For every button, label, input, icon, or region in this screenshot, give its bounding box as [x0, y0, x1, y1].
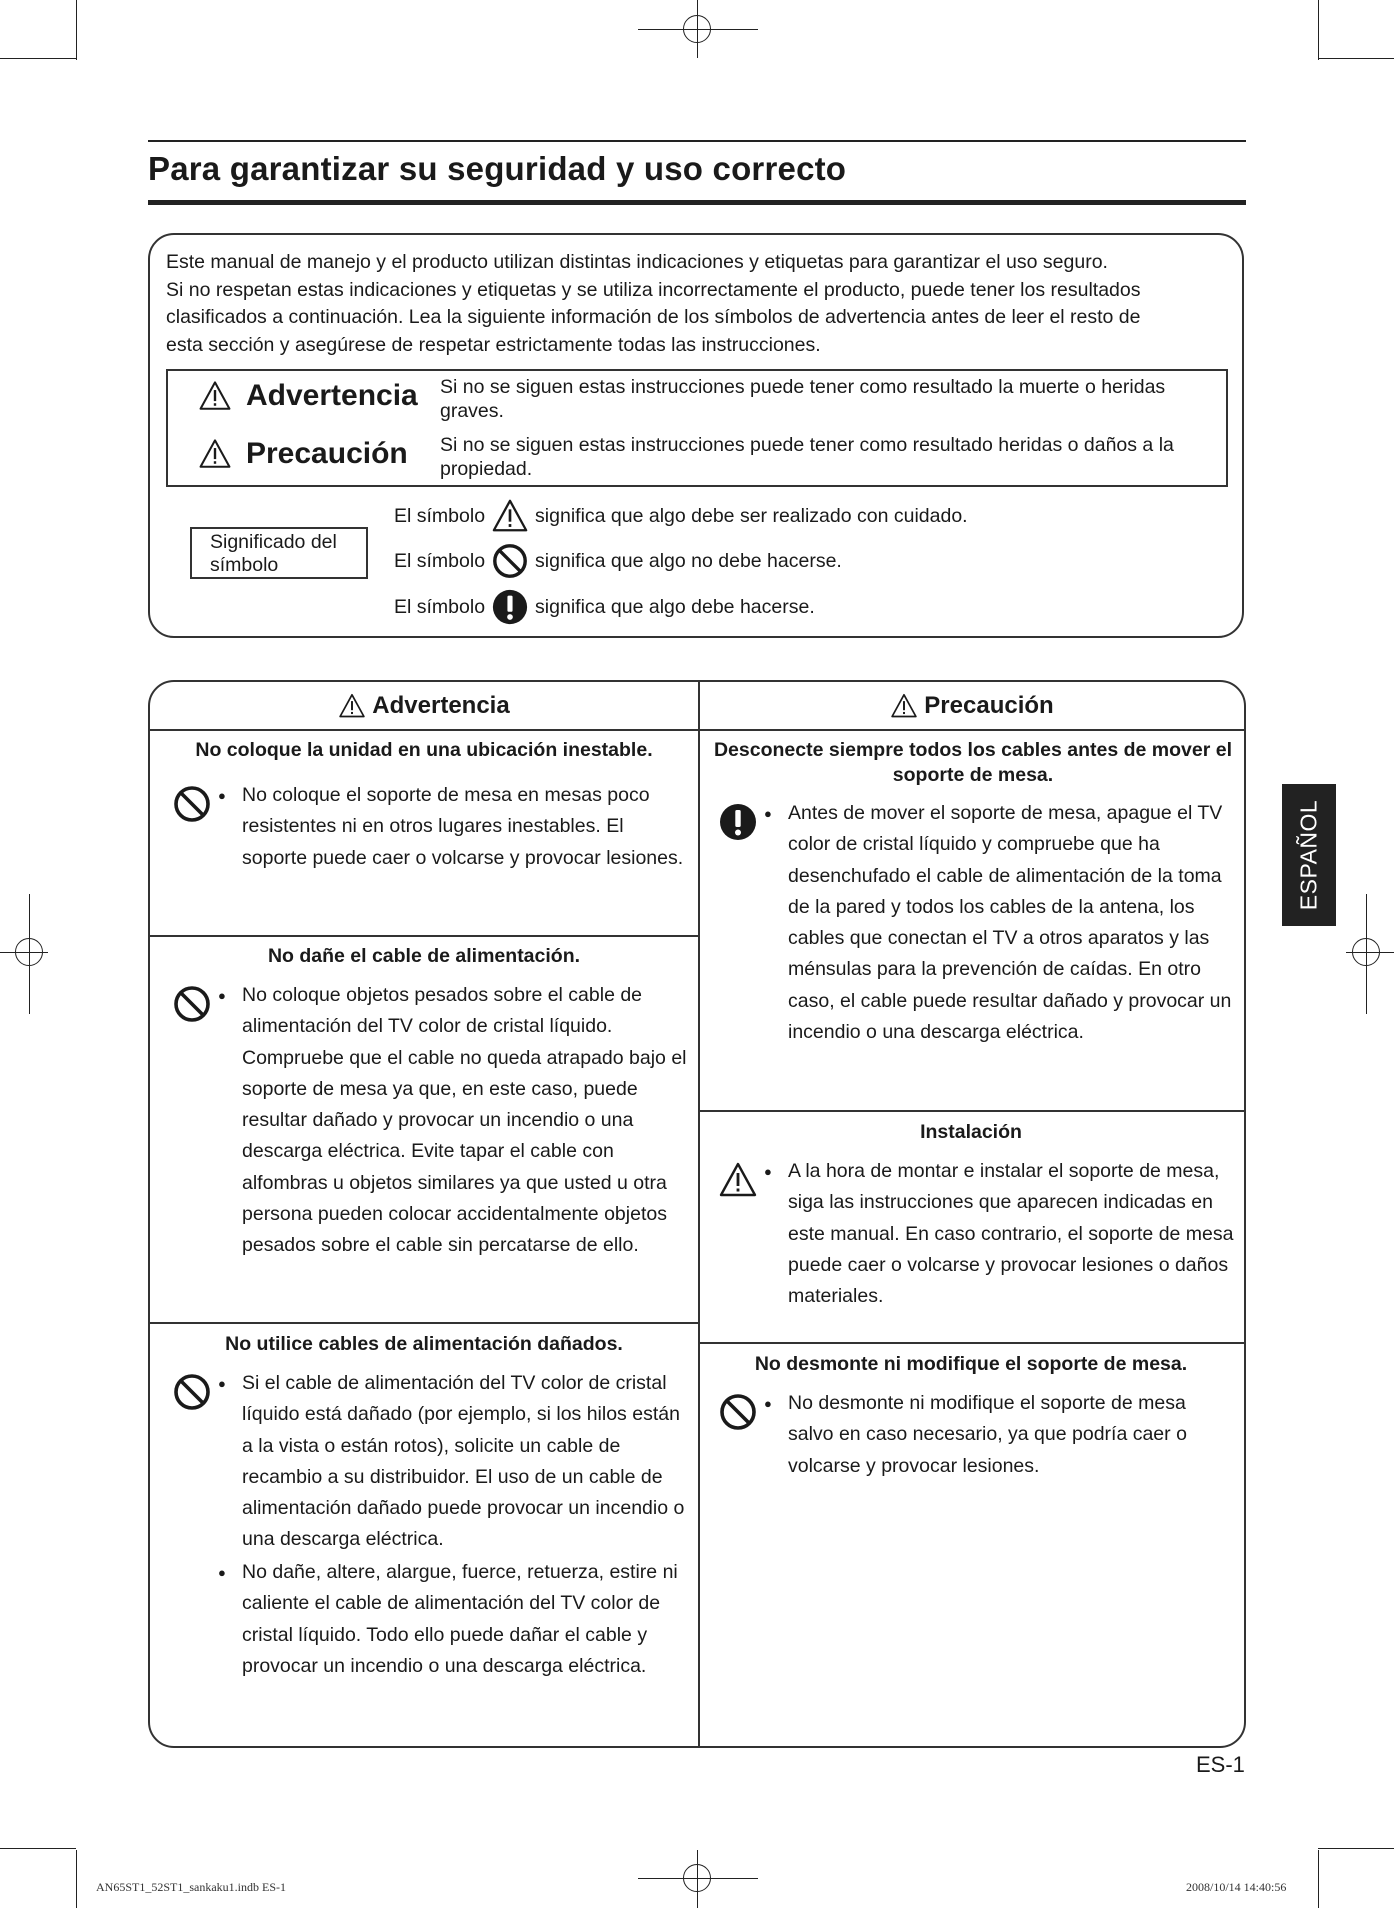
- section-title: No utilice cables de alimentación dañados.: [225, 1333, 623, 1355]
- language-tab-label: ESPAÑOL: [1295, 799, 1322, 911]
- legend-caution-label: Precaución: [246, 437, 408, 470]
- legend-caution-desc: Si no se siguen estas instrucciones puede tener como resultado heridas o daños a la propiedad.: [440, 434, 1174, 480]
- list-item: ● No desmonte ni modifique el soporte de mesa salvo en caso necesario, ya que podría caer o volcarse y provocar lesiones.: [764, 1388, 1234, 1482]
- section-divider: [698, 1342, 1244, 1344]
- legend-warning: [198, 379, 418, 413]
- symbol-row: [394, 542, 842, 580]
- prohibition-icon: [172, 1372, 212, 1412]
- symbol-prefix: El símbolo: [394, 504, 486, 527]
- intro-line: Este manual de manejo y el producto utilizan distintas indicaciones y etiquetas para garantizar el uso seguro.: [166, 251, 1108, 273]
- list-item: ● No coloque objetos pesados sobre el cable de alimentación del TV color de cristal líquido. Compruebe que el cable no queda atrapado bajo el soporte de mesa ya que, en este caso, puede resultar dañado y provocar un incendio o una descarga eléctrica. Evite tapar el cable con alfombras u objetos similares ya que usted u otra persona pueden colocar accidentalmente objetos pesados sobre el cable sin percatarse de ello.: [218, 980, 694, 1262]
- symbol-prefix: El símbolo: [394, 549, 486, 572]
- caution-triangle-icon: [198, 379, 232, 413]
- footer-timestamp: 2008/10/14 14:40:56: [1186, 1880, 1287, 1894]
- list-item: ● No dañe, altere, alargue, fuerce, retuerza, estire ni caliente el cable de alimentación del TV color de cristal líquido. Todo ello puede dañar el cable y provocar un incendio o una descarga eléctrica.: [218, 1557, 688, 1682]
- header-divider: [150, 729, 1244, 731]
- section-title: Instalación: [920, 1121, 1022, 1143]
- caution-triangle-icon: [198, 437, 232, 471]
- section-title: No desmonte ni modifique el soporte de mesa.: [754, 1353, 1188, 1375]
- page-title-text: Para garantizar su seguridad y uso correcto: [148, 150, 847, 187]
- prohibition-icon: [172, 984, 212, 1024]
- caution-triangle-icon: [890, 692, 918, 720]
- section-title: No coloque la unidad en una ubicación inestable.: [195, 739, 653, 761]
- column-header-caution: [698, 688, 1246, 724]
- prohibition-icon: [172, 784, 212, 824]
- column-divider: [698, 682, 700, 1746]
- language-tab: [1282, 784, 1336, 926]
- intro-text: [166, 249, 1226, 359]
- severity-legend: [166, 369, 1228, 487]
- list-item: ● Si el cable de alimentación del TV color de cristal líquido está dañado (por ejemplo, si los hilos están a la vista o están rotos), solicite un cable de recambio a su distribuidor. El uso de un cable de alimentación dañado puede provocar un incendio o una descarga eléctrica.: [218, 1368, 688, 1556]
- list-item: ● Antes de mover el soporte de mesa, apague el TV color de cristal líquido y compruebe que ha desenchufado el cable de alimentación de la toma de la pared y todos los cables de la antena, los cables que conectan el TV a otros aparatos y las ménsulas para la prevención de caídas. En otro caso, el cable puede resultar dañado y provocar un incendio o una descarga eléctrica.: [764, 798, 1234, 1048]
- symbol-prefix: El símbolo: [394, 595, 486, 618]
- mandatory-exclamation-icon: [718, 802, 758, 842]
- safety-table: [148, 680, 1246, 1748]
- symbol-meaning: significa que algo debe hacerse.: [535, 595, 815, 618]
- legend-warning-label: Advertencia: [246, 379, 418, 412]
- section-divider: [150, 1322, 698, 1324]
- page-number: ES-1: [1196, 1752, 1245, 1777]
- column-header-warning-label: Advertencia: [372, 692, 510, 719]
- prohibition-icon: [491, 542, 529, 580]
- legend-caution: [198, 437, 408, 471]
- section-title: No dañe el cable de alimentación.: [267, 945, 581, 967]
- list-item: ● No coloque el soporte de mesa en mesas poco resistentes ni en otros lugares inestables. El soporte puede caer o volcarse y provocar lesiones.: [218, 780, 688, 874]
- page-title: [148, 140, 1246, 205]
- column-header-caution-label: Precaución: [924, 692, 1054, 719]
- section-divider: [698, 1110, 1244, 1112]
- caution-triangle-icon: [718, 1160, 758, 1200]
- symbol-row: [394, 588, 815, 626]
- intro-line: clasificados a continuación. Lea la siguiente información de los símbolos de advertencia antes de leer el resto de: [166, 306, 1141, 328]
- mandatory-exclamation-icon: [491, 588, 529, 626]
- intro-line: Si no respetan estas indicaciones y etiquetas y se utiliza incorrectamente el producto, puede tener los resultados: [166, 278, 1141, 301]
- intro-line: esta sección y asegúrese de respetar estrictamente todas las instrucciones.: [166, 333, 821, 356]
- section-title: Desconecte siempre todos los cables antes de mover el soporte de mesa.: [713, 739, 1233, 786]
- symbol-meaning-box: Significado del símbolo: [190, 527, 368, 579]
- section-divider: [150, 935, 698, 937]
- caution-triangle-icon: [338, 692, 366, 720]
- symbol-meaning: significa que algo debe ser realizado con cuidado.: [535, 504, 968, 527]
- list-item: ● A la hora de montar e instalar el soporte de mesa, siga las instrucciones que aparecen indicadas en este manual. En caso contrario, el soporte de mesa puede caer o volcarse y provocar lesiones o daños materiales.: [764, 1156, 1234, 1312]
- symbol-meaning: significa que algo no debe hacerse.: [535, 549, 842, 572]
- column-header-warning: [150, 688, 698, 724]
- legend-warning-desc: Si no se siguen estas instrucciones puede tener como resultado la muerte o heridas graves.: [440, 376, 1166, 422]
- prohibition-icon: [718, 1392, 758, 1432]
- symbol-row: [394, 497, 968, 535]
- intro-box: [148, 233, 1244, 638]
- footer-file: AN65ST1_52ST1_sankaku1.indb ES-1: [96, 1880, 286, 1894]
- caution-triangle-icon: [491, 497, 529, 535]
